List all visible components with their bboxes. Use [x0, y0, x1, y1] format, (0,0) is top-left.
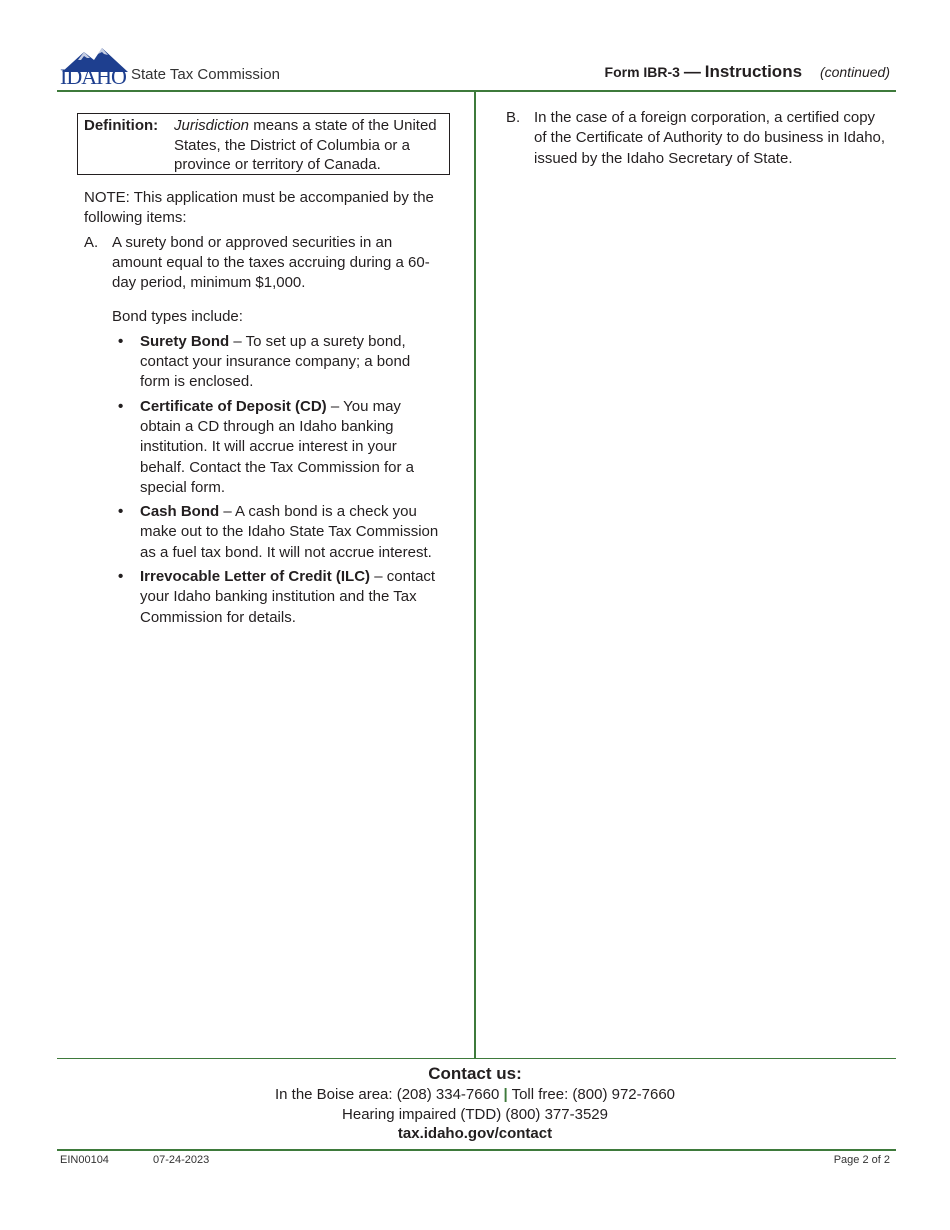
contact-title: Contact us [428, 1064, 517, 1083]
bond-item: • Certificate of Deposit (CD) – You may obtain a CD through an Idaho banking institution. It will accrue interest in your behalf. Contact the Tax Commission for a special form. [118, 397, 415, 496]
logo-subtitle: State Tax Commission [131, 66, 280, 83]
instructions-label: Instructions [704, 62, 803, 81]
item-b-marker: B. [506, 109, 521, 126]
bond-item: • Surety Bond – To set up a surety bond, contact your insurance company; a bond form is enclosed. [118, 332, 411, 391]
left-column [84, 188, 444, 628]
bond-text: – You may obtain a CD through an Idaho banking institution. It will accrue interest in your behalf. Contact the Tax Commission for a special form. [140, 397, 415, 496]
item-a-text: A surety bond or approved securities in an amount equal to the taxes accruing during a 60-day period, minimum $1,000. [112, 233, 430, 292]
definition-body: means a state of the United States, the District of Columbia or a province or territory of Canada. [174, 117, 437, 173]
right-column [506, 108, 891, 169]
footer-rule [57, 1149, 896, 1151]
item-b-text: In the case of a foreign corporation, a certified copy of the Certificate of Authority to do business in Idaho, issued by the Idaho Secretary of State. [534, 109, 886, 167]
definition-box [77, 113, 450, 175]
definition-term: Jurisdiction [174, 117, 250, 134]
column-divider [474, 92, 476, 1059]
title-dash: — [683, 62, 701, 81]
contact-tdd: Hearing impaired (TDD) (800) 377-3529 [342, 1105, 608, 1123]
bond-title: Cash Bond [140, 503, 220, 521]
idaho-logo [58, 46, 298, 88]
bond-text: – To set up a surety bond, contact your insurance company; a bond form is enclosed. [140, 332, 411, 391]
contact-section: Contact us: In the Boise area: (208) 334-7660 | Toll free: (800) 972-7660 Hearing impaired (TDD) (800) 377-3529 tax.idaho.gov/contact [0, 1063, 950, 1144]
continued-label: continued [824, 64, 886, 80]
definition-label: Definition: [84, 117, 159, 134]
item-b [506, 108, 891, 169]
item-a [84, 233, 444, 294]
bond-title: Surety Bond [140, 332, 230, 350]
bond-text: – A cash bond is a check you make out to the Idaho State Tax Commission as a fuel tax bond. It will not accrue interest. [140, 503, 439, 561]
bond-intro: Bond types include: [112, 308, 243, 326]
contact-separator: | [503, 1086, 508, 1103]
form-date: 07-24-2023 [153, 1154, 210, 1166]
note-text: NOTE: This application must be accompanied by the following items: [84, 189, 434, 227]
bond-item: • Cash Bond – A cash bond is a check you make out to the Idaho State Tax Commission as a fuel tax bond. It will not accrue interest. [118, 503, 439, 561]
page-number: Page 2 of 2 [833, 1154, 890, 1166]
form-code: EIN00104 [60, 1154, 109, 1166]
bond-text: – contact your Idaho banking institution and the Tax Commission for details. [140, 568, 436, 626]
contact-rule [57, 1058, 896, 1059]
header-rule [57, 90, 896, 92]
form-label: Form IBR-3 [604, 64, 680, 80]
item-a-marker: A. [84, 233, 99, 251]
contact-boise: In the Boise area: (208) 334-7660 [274, 1086, 500, 1103]
bond-item: • Irrevocable Letter of Credit (ILC) – contact your Idaho banking institution and the Tax Commission for details. [118, 568, 436, 626]
bond-title: Irrevocable Letter of Credit (ILC) [140, 568, 371, 586]
contact-url[interactable]: tax.idaho.gov/contact [397, 1125, 553, 1142]
contact-tollfree: Toll free: (800) 972-7660 [511, 1086, 676, 1103]
logo-wordmark: IDAHO [60, 64, 126, 89]
definition-text [174, 116, 444, 175]
bond-list [84, 332, 444, 628]
form-title: Form IBR-3 — Instructions (continued) [604, 62, 890, 81]
bond-title: Certificate of Deposit (CD) [140, 397, 327, 415]
